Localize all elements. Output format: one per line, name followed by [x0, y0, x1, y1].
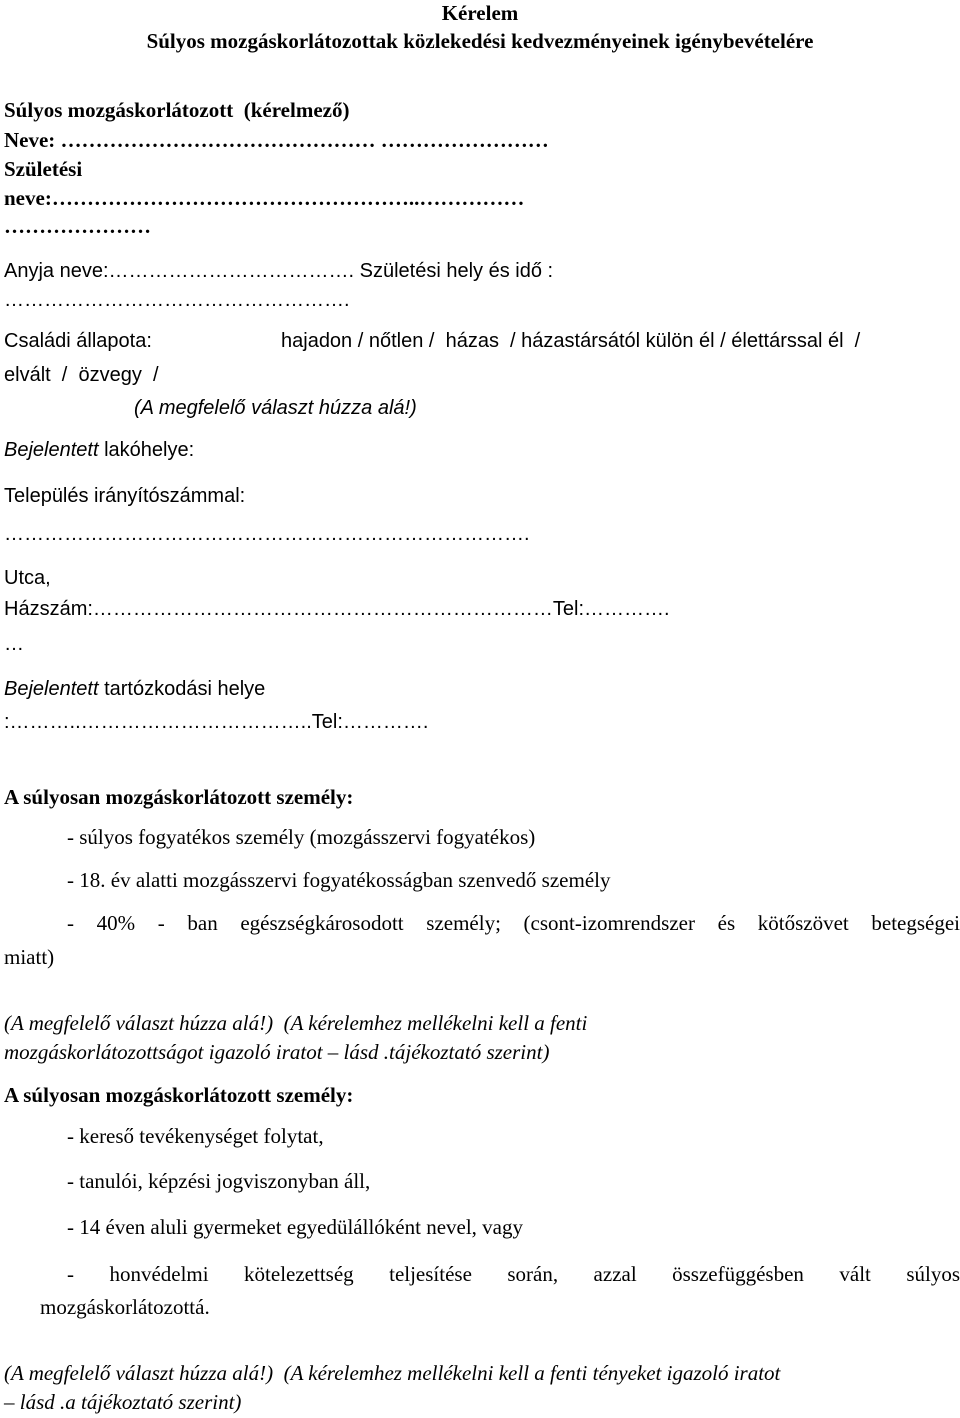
disability-item-1[interactable]: - súlyos fogyatékos személy (mozgásszervi fogyatékos) — [67, 825, 536, 849]
family-status-hint: (A megfelelő választ húzza alá!) — [134, 397, 417, 419]
activity-note: (A megfelelő választ húzza alá!) (A kérelemhez mellékelni kell a fenti tényeket igazoló iratot — [4, 1361, 781, 1385]
settlement-field[interactable]: ……………………………………………………………………. — [4, 523, 530, 545]
activity-item-4-cont: mozgáskorlátozottá. — [40, 1295, 210, 1319]
disability-item-3-cont: miatt) — [4, 945, 55, 969]
document-title: Kérelem — [441, 1, 519, 25]
stay-label — [4, 676, 265, 702]
activity-heading: A súlyosan mozgáskorlátozott személy: — [4, 1083, 354, 1107]
disability-item-2[interactable]: - 18. év alatti mozgásszervi fogyatékosságban szenvedő személy — [67, 868, 611, 892]
activity-note-cont: – lásd .a tájékoztató szerint) — [4, 1390, 242, 1414]
residence-label-italic: Bejelentett — [4, 439, 99, 461]
house-number-field-cont[interactable]: … — [4, 633, 24, 655]
applicant-heading: Súlyos mozgáskorlátozott (kérelmező) — [4, 98, 350, 122]
disability-note-cont: mozgáskorlátozottságot igazoló iratot – lásd .tájékoztató szerint) — [4, 1040, 550, 1064]
birth-name-label: Születési — [4, 157, 83, 181]
birth-place-field-cont[interactable]: ……………………………………………. — [4, 289, 350, 311]
house-number-field[interactable]: Házszám:……………………………………………………………Tel:…………. — [4, 598, 670, 620]
stay-label-italic: Bejelentett — [4, 678, 99, 700]
disability-item-3[interactable]: - 40% - ban egészségkárosodott személy; (csont-izomrendszer és kötőszövet betegségei — [67, 911, 960, 935]
family-status-options[interactable]: hajadon / nőtlen / házas / házastársától külön él / élettárssal él / — [281, 330, 861, 352]
document-subtitle: Súlyos mozgáskorlátozottak közlekedési kedvezményeinek igénybevételére — [146, 29, 814, 53]
disability-note: (A megfelelő választ húzza alá!) (A kérelemhez mellékelni kell a fenti — [4, 1011, 588, 1035]
family-status-label: Családi állapota: — [4, 330, 152, 352]
activity-item-4[interactable]: - honvédelmi kötelezettség teljesítése során, azzal összefüggésben vált súlyos — [67, 1262, 960, 1286]
activity-item-3[interactable]: - 14 éven aluli gyermeket egyedülállóként nevel, vagy — [67, 1215, 524, 1239]
name-field[interactable]: Neve: ……………………………………… …………………… — [4, 128, 549, 152]
settlement-label: Település irányítószámmal: — [4, 485, 246, 507]
stay-label-rest: tartózkodási helye — [98, 678, 266, 700]
residence-label-rest: lakóhelye: — [98, 439, 195, 461]
activity-item-2[interactable]: - tanulói, képzési jogviszonyban áll, — [67, 1169, 371, 1193]
activity-item-1[interactable]: - kereső tevékenységet folytat, — [67, 1124, 324, 1148]
stay-field[interactable]: :………..……………………………..Tel:…………. — [4, 711, 429, 733]
birth-name-field[interactable]: neve:……………………………………………..…………… — [4, 186, 525, 210]
disability-heading: A súlyosan mozgáskorlátozott személy: — [4, 785, 354, 809]
street-label: Utca, — [4, 567, 51, 589]
residence-label — [4, 437, 194, 463]
family-status-options-cont[interactable]: elvált / özvegy / — [4, 364, 159, 386]
birth-name-field-cont[interactable]: ………………… — [4, 214, 151, 238]
mother-name-field[interactable]: Anyja neve:………………………………. Születési hely és idő : — [4, 260, 554, 282]
